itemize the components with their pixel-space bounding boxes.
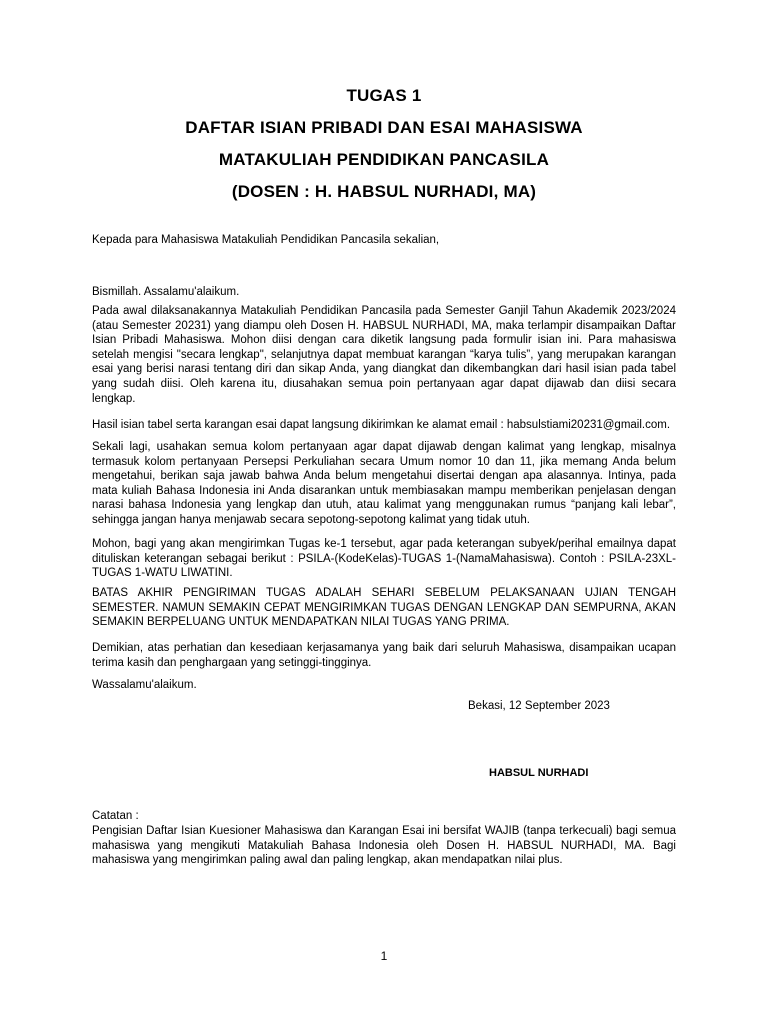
title-course: MATAKULIAH PENDIDIKAN PANCASILA [218, 150, 550, 169]
title-form-name: DAFTAR ISIAN PRIBADI DAN ESAI MAHASISWA [185, 118, 583, 137]
closing-greeting: Wassalamu'alaikum. [92, 679, 197, 691]
salutation-line: Kepada para Mahasiswa Matakuliah Pendidikan Pancasila sekalian, [92, 234, 440, 246]
paragraph-deadline: BATAS AKHIR PENGIRIMAN TUGAS ADALAH SEHARI SEBELUM PELAKSANAAN UJIAN TENGAH SEMESTER. NAMUN SEMAKIN CEPAT MENGIRIMKAN TUGAS DENGAN LENGKAP DAN SEMPURNA, AKAN SEMAKIN BERPELUANG UNTUK MENDAPATKAN NILAI TUGAS YANG PRIMA. [92, 587, 676, 629]
note-label: Catatan : [92, 810, 139, 822]
paragraph-subject-format: Mohon, bagi yang akan mengirimkan Tugas ke-1 tersebut, agar pada keterangan subyek/perihal emailnya dapat dituliskan keterangan sebagai berikut : PSILA-(KodeKelas)-TUGAS 1-(NamaMahasiswa). Contoh : PSILA-23XL-TUGAS 1-WATU LIWATINI. [92, 538, 676, 580]
title-assignment: TUGAS 1 [346, 86, 422, 105]
note-text: Pengisian Daftar Isian Kuesioner Mahasiswa dan Karangan Esai ini bersifat WAJIB (tanpa terkecuali) bagi semua mahasiswa yang mengikuti Matakuliah Bahasa Indonesia oleh Dosen H. HABSUL NURHADI, MA. Bagi mahasiswa yang mengirimkan paling awal dan paling lengkap, akan mendapatkan nilai plus. [92, 825, 676, 867]
paragraph-thanks: Demikian, atas perhatian dan kesediaan kerjasamanya yang baik dari seluruh Mahasiswa, disampaikan ucapan terima kasih dan penghargaan yang setinggi-tingginya. [92, 642, 676, 669]
document-title-block [0, 86, 768, 214]
paragraph-introduction: Pada awal dilaksanakannya Matakuliah Pendidikan Pancasila pada Semester Ganjil Tahun Akademik 2023/2024 (atau Semester 20231) yang diampu oleh Dosen H. HABSUL NURHADI, MA, maka terlampir disampaikan Daftar Isian Pribadi Mahasiswa. Mohon diisi dengan cara diketik langsung pada formulir isian ini. Para mahasiswa setelah mengisi "secara lengkap", selanjutnya dapat membuat karangan “karya tulis”, yang merupakan karangan esai yang berisi narasi tentang diri dan sikap Anda, yang diangkat dan dikembangkan dari hasil isian pada tabel yang sudah diisi. Oleh karena itu, diusahakan semua poin pertanyaan agar dapat dijawab dan diisi secara lengkap. [92, 305, 676, 405]
place-date: Bekasi, 12 September 2023 [468, 700, 610, 712]
title-lecturer: (DOSEN : H. HABSUL NURHADI, MA) [231, 182, 537, 201]
paragraph-instructions: Sekali lagi, usahakan semua kolom pertanyaan agar dapat dijawab dengan kalimat yang lengkap, misalnya termasuk kolom pertanyaan Persepsi Perkuliahan secara Umum nomor 10 dan 11, jika memang Anda belum mengetahui, berikan saja jawab bahwa Anda belum mengetahui disertai dengan apa alasannya. Intinya, pada mata kuliah Bahasa Indonesia ini Anda disarankan untuk membiasakan mampu memberikan penjelasan dengan narasi bahasa Indonesia yang lengkap dan utuh, atau kalimat yang menggunakan rumus “panjang kali lebar”, sehingga jangan hanya menjawab secara sepotong-sepotong kalimat yang tidak utuh. [92, 441, 676, 526]
paragraph-email: Hasil isian tabel serta karangan esai dapat langsung dikirimkan ke alamat email : habsulstiami20231@gmail.com. [92, 419, 671, 431]
signer-name: HABSUL NURHADI [489, 767, 589, 779]
page-number: 1 [380, 949, 388, 963]
opening-greeting: Bismillah. Assalamu'alaikum. [92, 286, 240, 298]
